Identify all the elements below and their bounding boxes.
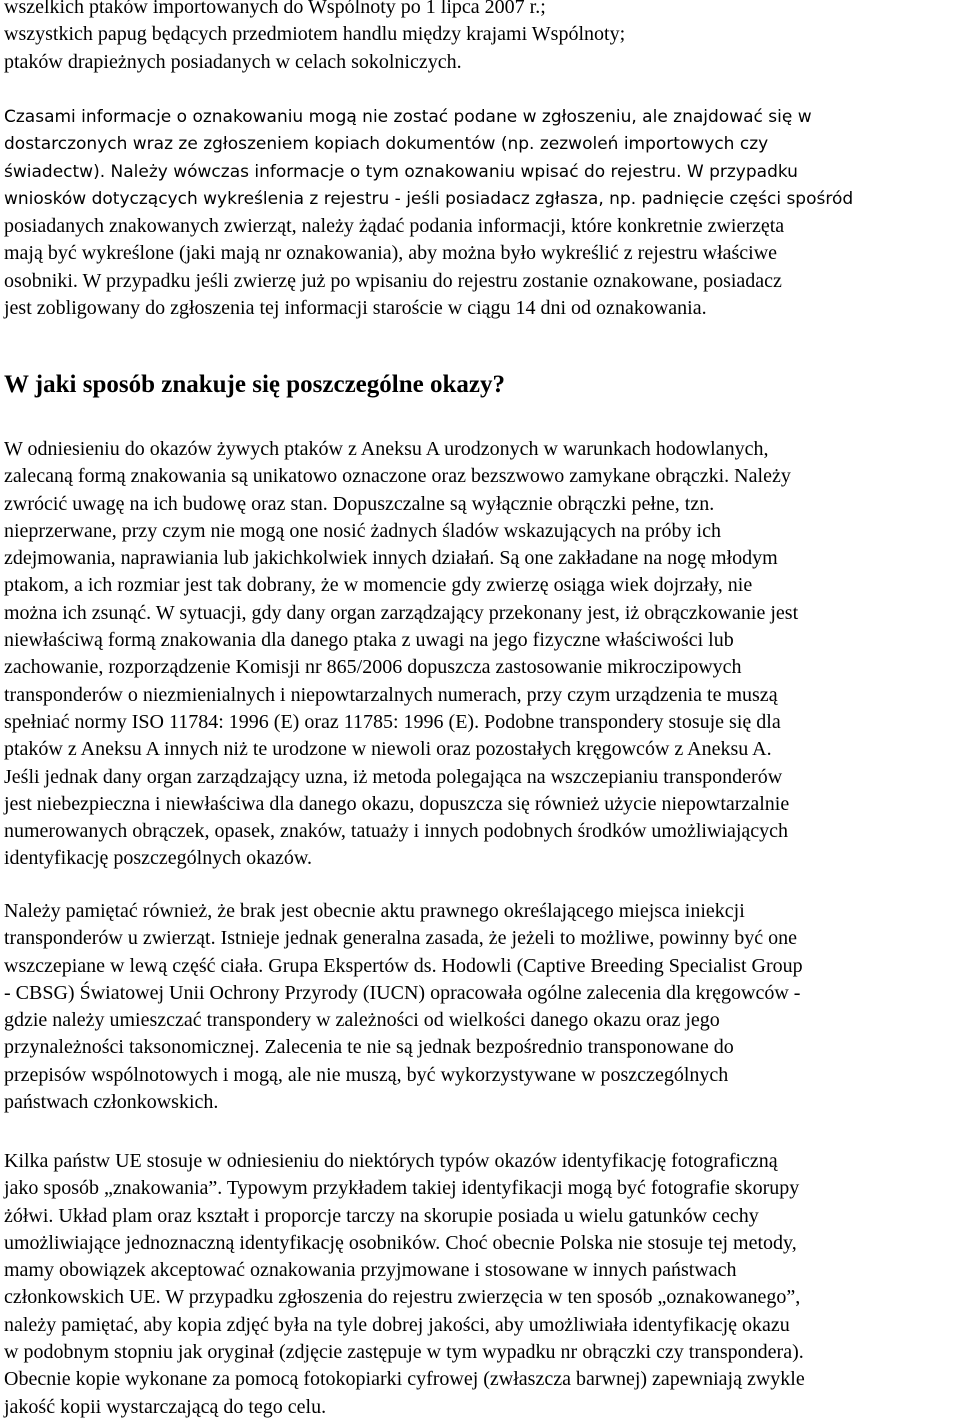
intro-line: wszelkich ptaków importowanych do Wspólnoty po 1 lipca 2007 r.; [4, 0, 546, 18]
paragraph-line: Obecnie kopie wykonane za pomocą fotokopiarki cyfrowej (zwłaszcza barwnej) zapewniają zwykle [4, 1368, 805, 1391]
paragraph-line: mają być wykreślone (jaki mają nr oznakowania), aby można było wykreślić z rejestru właściwe [4, 242, 778, 265]
paragraph-line: zalecaną formą znakowania są unikatowo oznaczone oraz bezszwowo zamykane obrączki. Należy [4, 465, 791, 488]
intro-line: ptaków drapieżnych posiadanych w celach sokolniczych. [4, 50, 462, 73]
paragraph-line: W odniesieniu do okazów żywych ptaków z Aneksu A urodzonych w warunkach hodowlanych, [4, 438, 769, 460]
paragraph-line: Kilka państw UE stosuje w odniesieniu do niektórych typów okazów identyfikację fotograficzną [4, 1150, 778, 1172]
paragraph-line: w podobnym stopniu jak oryginał (zdjęcie zastępuje w tym wypadku nr obrączki czy transpondera). [4, 1341, 804, 1364]
paragraph-line: przynależności taksonomicznej. Zalecenia te nie są jednak bezpośrednio transponowane do [4, 1036, 734, 1059]
paragraph-line: żółwi. Układ plam oraz kształt i proporcje tarczy na skorupie posiada u wielu gatunków cechy [4, 1204, 759, 1227]
paragraph-rings [4, 436, 798, 873]
paragraph-line: dostarczonych wraz ze zgłoszeniem kopiach dokumentów (np. zezwoleń importowych czy [4, 134, 769, 155]
paragraph-line: zwrócić uwagę na ich budowę oraz stan. Dopuszczalne są wyłącznie obrączki pełne, tzn. [4, 492, 715, 515]
paragraph-line: identyfikację poszczególnych okazów. [4, 847, 313, 870]
paragraph-line: ptakom, a ich rozmiar jest tak dobrany, że w momencie gdy zwierzę osiąga wiek dojrzały, nie [4, 574, 753, 597]
paragraph-line: - CBSG) Światowej Unii Ochrony Przyrody (IUCN) opracowała ogólne zalecenia dla kręgowców - [4, 981, 801, 1004]
paragraph-line: przepisów wspólnotowych i mogą, ale nie muszą, być wykorzystywane w poszczególnych [4, 1063, 729, 1086]
paragraph-line: członkowskich UE. W przypadku zgłoszenia do rejestru zwierzęcia w ten sposób „oznakowanego”, [4, 1286, 801, 1309]
paragraph-marking-info [4, 104, 853, 322]
paragraph-transponders [4, 898, 803, 1116]
paragraph-line: Należy pamiętać również, że brak jest obecnie aktu prawnego określającego miejsca iniekcji [4, 900, 745, 922]
paragraph-line: jakość kopii wystarczającą do tego celu. [4, 1395, 327, 1418]
paragraph-line: spełniać normy ISO 11784: 1996 (E) oraz 11785: 1996 (E). Podobne transpondery stosuje się dla [4, 710, 781, 733]
paragraph-line: państwach członkowskich. [4, 1091, 219, 1114]
paragraph-line: niewłaściwą formą znakowania dla danego ptaka z uwagi na jego fizyczne właściwości lub [4, 629, 734, 652]
paragraph-line: Czasami informacje o oznakowaniu mogą nie zostać podane w zgłoszeniu, ale znajdować się w [4, 107, 812, 127]
intro-list [4, 0, 625, 76]
paragraph-photos [4, 1148, 805, 1421]
paragraph-line: ptaków z Aneksu A innych niż te urodzone w niewoli oraz pozostałych kręgowców z Aneksu A. [4, 738, 772, 761]
paragraph-line: zdejmowania, naprawiania lub jakichkolwiek innych działań. Są one zakładane na nogę młodym [4, 547, 778, 570]
paragraph-line: można ich zsunąć. W sytuacji, gdy dany organ zarządzający przekonany jest, iż obrączkowanie jest [4, 601, 799, 624]
paragraph-line: zachowanie, rozporządzenie Komisji nr 865/2006 dopuszcza zastosowanie mikroczipowych [4, 656, 742, 679]
paragraph-line: świadectw). Należy wówczas informacje o tym oznakowaniu wpisać do rejestru. W przypadku [4, 161, 798, 182]
paragraph-line: Jeśli jednak dany organ zarządzający uzna, iż metoda polegająca na wszczepianiu transponderów [4, 765, 783, 788]
paragraph-line: posiadanych znakowanych zwierząt, należy żądać podania informacji, które konkretnie zwierzęta [4, 215, 785, 238]
paragraph-line: transponderów o niezmienialnych i niepowtarzalnych numerach, przy czym urządzenia te muszą [4, 683, 778, 706]
paragraph-line: umożliwiające jednoznaczną identyfikację osobników. Choć obecnie Polska nie stosuje tej metody, [4, 1231, 797, 1254]
paragraph-line: nieprzerwane, przy czym nie mogą one nosić żadnych śladów wskazujących na próby ich [4, 519, 721, 542]
paragraph-line: jest zobligowany do zgłoszenia tej informacji staroście w ciągu 14 dni od oznakowania. [4, 297, 707, 320]
paragraph-line: jest niebezpieczna i niewłaściwa dla danego okazu, dopuszcza się również użycie niepowtarzalnie [4, 792, 790, 815]
paragraph-line: numerowanych obrączek, opasek, znaków, tatuaży i innych podobnych środków umożliwiających [4, 820, 789, 843]
paragraph-line: wszczepiane w lewą część ciała. Grupa Ekspertów ds. Hodowli (Captive Breeding Specialist Group [4, 954, 803, 977]
paragraph-line: należy pamiętać, aby kopia zdjęć była na tyle dobrej jakości, aby umożliwiała identyfikację okazu [4, 1313, 790, 1336]
intro-line: wszystkich papug będących przedmiotem handlu między krajami Wspólnoty; [4, 23, 626, 46]
paragraph-line: gdzie należy umieszczać transpondery w zależności od wielkości danego okazu oraz jego [4, 1009, 720, 1032]
paragraph-marking-sans [4, 104, 853, 213]
paragraph-line: wniosków dotyczących wykreślenia z rejestru - jeśli posiadacz zgłasza, np. padnięcie części spośród [4, 188, 854, 209]
paragraph-line: jako sposób „znakowania”. Typowym przykładem takiej identyfikacji mogą być fotografie skorupy [4, 1177, 800, 1200]
paragraph-line: osobniki. W przypadku jeśli zwierzę już po wpisaniu do rejestru zostanie oznakowane, posiadacz [4, 269, 782, 292]
paragraph-marking-serif [4, 213, 853, 322]
paragraph-line: transponderów u zwierząt. Istnieje jednak generalna zasada, że jeżeli to możliwe, powinny być one [4, 927, 798, 950]
paragraph-line: mamy obowiązek akceptować oznakowania przyjmowane i stosowane w innych państwach [4, 1259, 737, 1282]
section-heading: W jaki sposób znakuje się poszczególne okazy? [4, 371, 505, 398]
